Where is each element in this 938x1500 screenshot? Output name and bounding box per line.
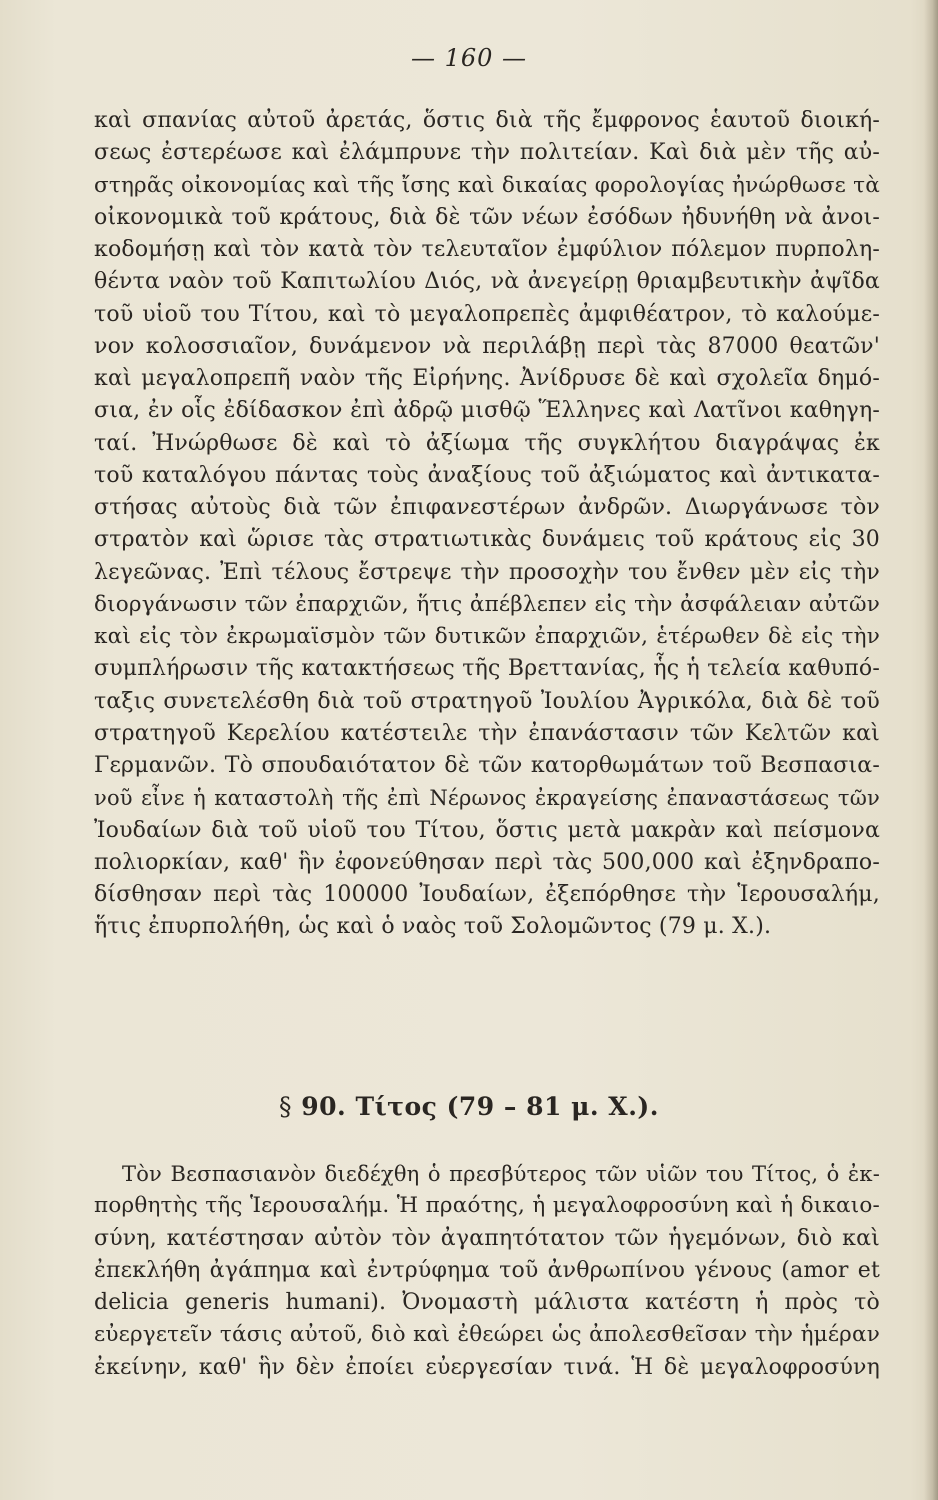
text-line: τοῦ καταλόγου πάντας τοὺς ἀναξίους τοῦ ἀξιώματος καὶ ἀντικατα-	[94, 462, 880, 488]
text-line: νοῦ εἶνε ἡ καταστολὴ τῆς ἐπὶ Νέρωνος ἐκραγείσης ἐπαναστάσεως τῶν	[94, 786, 880, 811]
text-line: κοδομήσῃ καὶ τὸν κατὰ τὸν τελευταῖον ἐμφύλιον πόλεμον πυρπολη-	[94, 237, 880, 262]
text-line: καὶ εἰς τὸν ἐκρωμαϊσμὸν τῶν δυτικῶν ἐπαρχιῶν, ἑτέρωθεν δὲ εἰς τὴν	[94, 624, 880, 649]
text-line: στρατὸν καὶ ὥρισε τὰς στρατιωτικὰς δυνάμεις τοῦ κράτους εἰς 30	[94, 527, 880, 553]
text-line: σια, ἐν οἷς ἐδίδασκον ἐπὶ ἀδρῷ μισθῷ Ἕλληνες καὶ Λατῖνοι καθηγη-	[94, 398, 880, 424]
text-line: νον κολοσσιαῖον, δυνάμενον νὰ περιλάβῃ περὶ τὰς 87000 θεατῶν'	[94, 333, 880, 359]
paragraph-2	[94, 1158, 880, 1384]
text-line: πολιορκίαν, καθ' ἣν ἐφονεύθησαν περὶ τὰς 500,000 καὶ ἐξηνδραπο-	[94, 849, 880, 875]
text-line: Ἰουδαίων διὰ τοῦ υἱοῦ του Τίτου, ὅστις μετὰ μακρὰν καὶ πείσμονα	[94, 817, 880, 843]
section-sign: §	[279, 1092, 293, 1121]
text-line: εὐεργετεῖν τάσις αὐτοῦ, διὸ καὶ ἐθεώρει ὡς ἀπολεσθεῖσαν τὴν ἡμέραν	[94, 1322, 880, 1348]
text-line: ἥτις ἐπυρπολήθη, ὡς καὶ ὁ ναὸς τοῦ Σολομῶντος (79 μ. Χ.).	[94, 914, 772, 940]
text-line: οἰκονομικὰ τοῦ κράτους, διὰ δὲ τῶν νέων ἐσόδων ἠδυνήθη νὰ ἀνοι-	[94, 204, 880, 230]
text-line: στηρᾶς οἰκονομίας καὶ τῆς ἴσης καὶ δικαίας φορολογίας ἠνώρθωσε τὰ	[94, 172, 880, 198]
text-line: συμπλήρωσιν τῆς κατακτήσεως τῆς Βρεττανίας, ἧς ἡ τελεία καθυπό-	[94, 656, 880, 682]
text-line: Γερμανῶν. Τὸ σπουδαιότατον δὲ τῶν κατορθωμάτων τοῦ Βεσπασια-	[94, 753, 880, 778]
text-line: διοργάνωσιν τῶν ἐπαρχιῶν, ἥτις ἀπέβλεπεν εἰς τὴν ἀσφάλειαν αὐτῶν	[94, 591, 880, 617]
text-line: θέντα ναὸν τοῦ Καπιτωλίου Διός, νὰ ἀνεγείρῃ θριαμβευτικὴν ἀψῖδα	[94, 269, 880, 295]
text-line: πορθητὴς τῆς Ἱερουσαλήμ. Ἡ πραότης, ἡ μεγαλοφροσύνη καὶ ἡ δικαιο-	[94, 1193, 880, 1219]
text-line: delicia generis humani). Ὀνομαστὴ μάλιστα κατέστη ἡ πρὸς τὸ	[94, 1290, 880, 1315]
text-line: σύνη, κατέστησαν αὐτὸν τὸν ἀγαπητότατον τῶν ἡγεμόνων, διὸ καὶ	[94, 1225, 880, 1251]
text-line: καὶ μεγαλοπρεπῆ ναὸν τῆς Εἰρήνης. Ἀνίδρυσε δὲ καὶ σχολεῖα δημό-	[94, 366, 880, 391]
text-line: ἐπεκλήθη ἀγάπημα καὶ ἐντρύφημα τοῦ ἀνθρωπίνου γένους (amor et	[94, 1257, 880, 1283]
text-line: ταί. Ἠνώρθωσε δὲ καὶ τὸ ἀξίωμα τῆς συγκλήτου διαγράψας ἐκ	[94, 430, 880, 456]
page-edge-shadow	[924, 0, 938, 1500]
text-line: δίσθησαν περὶ τὰς 100000 Ἰουδαίων, ἐξεπόρθησε τὴν Ἱερουσαλήμ,	[94, 882, 880, 907]
page-number: — 160 —	[410, 44, 528, 72]
text-line: λεγεῶνας. Ἐπὶ τέλους ἔστρεψε τὴν προσοχὴν του ἔνθεν μὲν εἰς τὴν	[94, 559, 880, 585]
text-line: τοῦ υἱοῦ του Τίτου, καὶ τὸ μεγαλοπρεπὲς ἀμφιθέατρον, τὸ καλούμε-	[94, 301, 880, 327]
text-line: ταξις συνετελέσθη διὰ τοῦ στρατηγοῦ Ἰουλίου Ἀγρικόλα, διὰ δὲ τοῦ	[94, 688, 880, 714]
text-line: στήσας αὐτοὺς διὰ τῶν ἐπιφανεστέρων ἀνδρῶν. Διωργάνωσε τὸν	[94, 495, 880, 520]
paragraph-1	[94, 105, 880, 944]
section-title: 90. Τίτος (79 – 81 μ. Χ.).	[301, 1092, 659, 1121]
text-line: Τὸν Βεσπασιανὸν διεδέχθη ὁ πρεσβύτερος τῶν υἱῶν του Τίτος, ὁ ἐκ-	[122, 1162, 880, 1186]
text-line: στρατηγοῦ Κερελίου κατέστειλε τὴν ἐπανάστασιν τῶν Κελτῶν καὶ	[94, 720, 880, 746]
text-line: ἐκείνην, καθ' ἣν δὲν ἐποίει εὐεργεσίαν τινά. Ἡ δὲ μεγαλοφροσύνη	[94, 1354, 880, 1380]
section-heading	[0, 1092, 938, 1121]
text-line: καὶ σπανίας αὐτοῦ ἀρετάς, ὅστις διὰ τῆς ἔμφρονος ἑαυτοῦ διοική-	[94, 108, 880, 133]
text-line: σεως ἐστερέωσε καὶ ἐλάμπρυνε τὴν πολιτείαν. Καὶ διὰ μὲν τῆς αὐ-	[94, 140, 880, 166]
